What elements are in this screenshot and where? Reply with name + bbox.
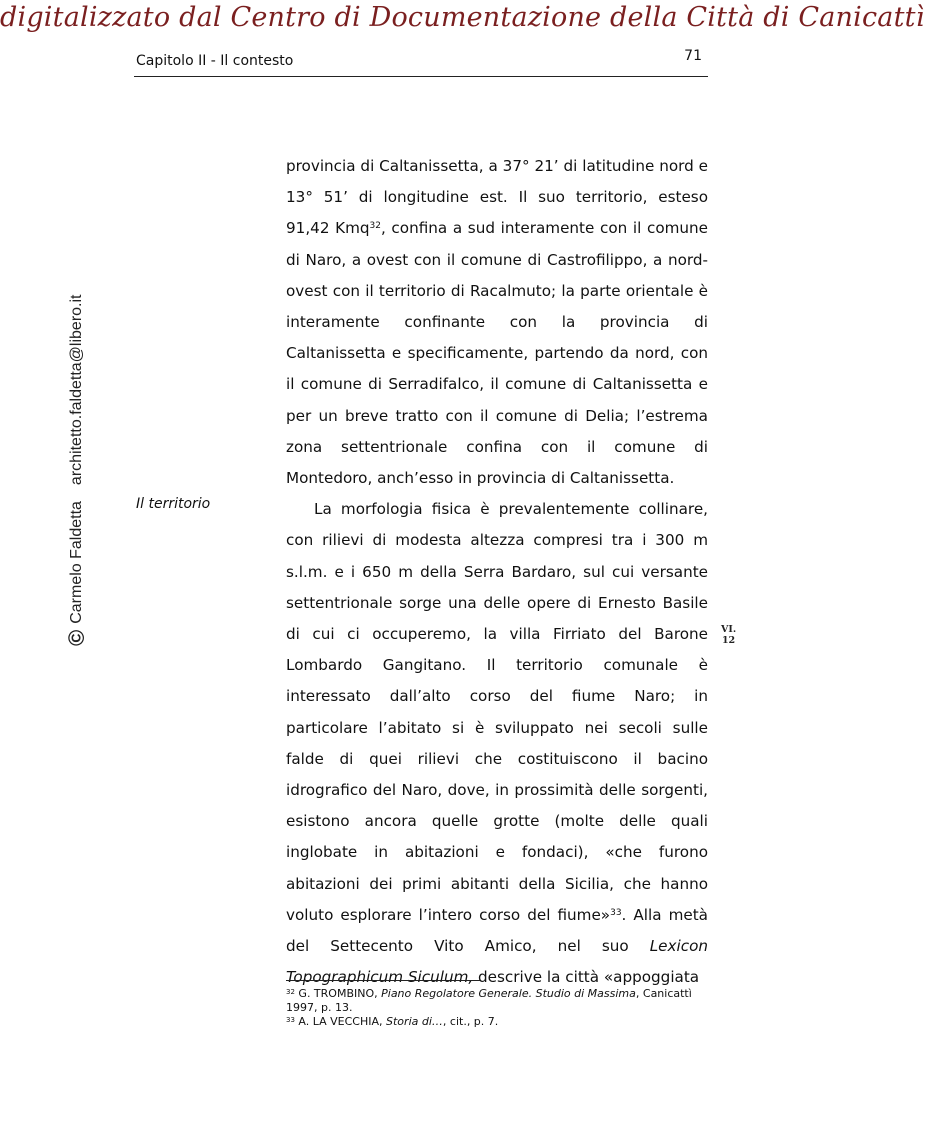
page-header [134, 48, 708, 77]
paragraph-1-text-a: provincia di Caltanissetta, a 37° 21’ di latitudine nord e 13° 51’ di longitudine est. Il suo territorio, esteso 91,42 Kmq [286, 157, 708, 238]
footnote-details: , Canicattì 1997, p. 13. [286, 987, 692, 1014]
copyright-icon: © [64, 629, 89, 646]
footnote-ref-33: 33 [610, 907, 622, 918]
figure-reference [721, 624, 736, 646]
book-title-lexicon: Lexicon Topographicum Siculum, [286, 937, 708, 987]
paragraph-2-text-b: . Alla metà del Settecento Vito Amico, nel suo [286, 905, 708, 956]
footnote-32 [286, 987, 708, 1014]
paragraph-2-text-c: descrive la città «appoggiata [473, 968, 700, 987]
author-email: architetto.faldetta@libero.it [68, 294, 85, 486]
footnotes [286, 987, 708, 1030]
footnote-details: , cit., p. 7. [442, 1015, 499, 1028]
body-text [286, 151, 708, 993]
footnote-title: Piano Regolatore Generale. Studio di Massima [381, 987, 636, 1000]
page-number: 71 [684, 48, 702, 64]
footnote-ref-32: 32 [369, 221, 381, 232]
footnote-number: 33 [286, 1016, 295, 1024]
footnote-author: A. LA VECCHIA, [294, 1015, 387, 1028]
footnote-author: G. TROMBINO, [294, 987, 382, 1000]
footnote-title: Storia di… [386, 1015, 443, 1028]
paragraph-2-text-a: La morfologia fisica è prevalentemente collinare, con rilievi di modesta altezza compresi tra i 300 m s.l.m. e i 650 m della Serra Bardaro, sul cui versante settentrionale sorge una delle opere di Ernesto Basile di cui ci occuperemo, la villa Firriato del Barone Lombardo Gangitano. Il territorio comunale è interessato dall’alto corso del fiume Naro; in particolare l’abitato si è sviluppato nei secoli sulle falde di quei rilievi che costituiscono il bacino idrografico del Naro, dove, in prossimità delle sorgenti, esistono ancora quelle grotte (molte delle quali inglobate in abitazioni e fondaci), «che furono abitazioni dei primi abitanti della Sicilia, che hanno voluto esplorare l’intero corso del fiume» [286, 500, 708, 924]
footnote-number: 32 [286, 988, 295, 996]
paragraph-1 [286, 151, 708, 494]
digitization-watermark: digitalizzato dal Centro di Documentazione della Città di Canicattì [0, 2, 925, 33]
figure-reference-line2: 12 [721, 635, 736, 646]
figure-reference-line1: VI. [721, 624, 737, 635]
chapter-title: Capitolo II - Il contesto [136, 53, 294, 69]
author-credit [64, 286, 90, 646]
footnote-33 [286, 1015, 708, 1029]
paragraph-1-text-b: , confina a sud interamente con il comune di Naro, a ovest con il comune di Castrofilippo, a nord-ovest con il territorio di Racalmuto; la parte orientale è interamente confinante con la provincia di Caltanissetta e specificamente, partendo da nord, con il comune di Serradifalco, il comune di Caltanissetta e per un breve tratto con il comune di Delia; l’estrema zona settentrionale confina con il comune di Montedoro, anch’esso in provincia di Caltanissetta. [286, 219, 708, 488]
author-name: Carmelo Faldetta [68, 501, 85, 624]
paragraph-2 [286, 494, 708, 993]
margin-note-territory: Il territorio [136, 496, 211, 512]
footnote-separator [286, 980, 480, 981]
